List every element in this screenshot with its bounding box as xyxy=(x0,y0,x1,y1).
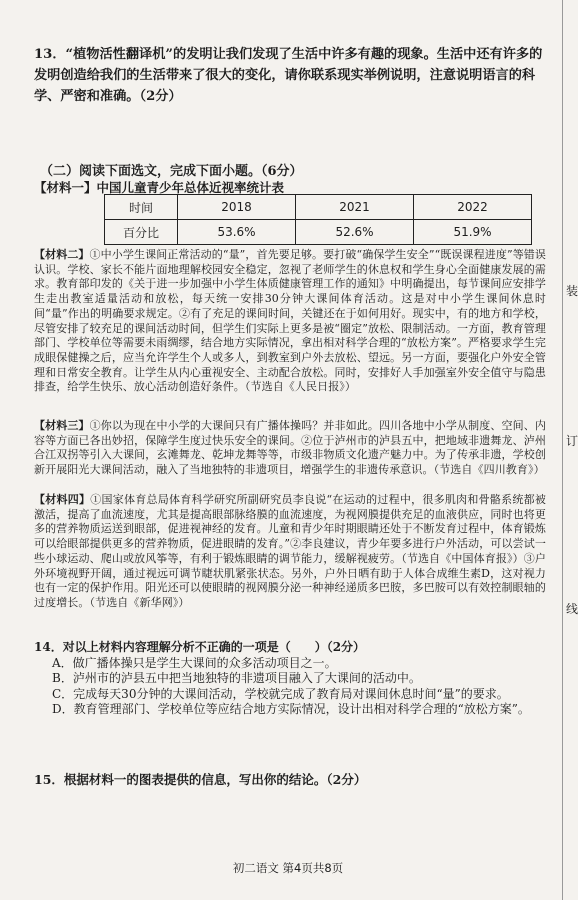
question-14 xyxy=(34,640,546,718)
option-b: B．泸州市的泸县五中把当地独特的非遗项目融入了大课间的活动中。 xyxy=(52,671,421,685)
material-2-text: ①中小学生课间正常活动的“量”，首先要足够。要打破“确保学生安全”“既误课程进度”等错误认识。学校、家长不能片面地理解校园安全稳定，忽视了老师学生的休息权和学生身心全面健康发展的需求。教育部印发的《关于进一步加强中小学生体质健康管理工作的通知》中明确提出，每节课间应安排学生走出教室适量活动和放松，每天统一安排30分钟大课间体育活动。这是对中小学生课间休息时间“量”作出的明确要求规定。②有了充足的课间时间，关键还在于如何用好。现实中，有的地方和学校，尽管安排了较充足的课间活动时间，但学生们实际上更多是被“圈定”放松、限制活动。一方面，教育管理部门、学校单位等需要未雨绸缪，结合地方实际情况，拿出相对科学合理的“放松方案”。严格要求学生完成眼保健操之后，应当允许学生个人或多人，到教室到户外去放松、望远。另一方面，要强化户外安全管理和日常安全教育。让学生从内心重视安全、主动配合放松。同时，安排好人手加强室外安全值守与隐患排查，给学生快乐、放心活动创造好条件。（节选自《人民日报》） xyxy=(34,248,547,394)
option-a: A．做广播体操只是学生大课间的众多活动项目之一。 xyxy=(52,655,337,670)
table-cell: 51.9% xyxy=(414,220,532,245)
table-header-cell: 2022 xyxy=(414,195,532,220)
material-1-label: 【材料一】中国儿童青少年总体近视率统计表 xyxy=(34,180,285,195)
question-15: 15．根据材料一的图表提供的信息，写出你的结论。（2分） xyxy=(34,772,367,787)
question-13: 13．“植物活性翻译机”的发明让我们发现了生活中许多有趣的现象。生活中还有许多的发明创造给我们的生活带来了很大的变化，请你联系现实举例说明，注意说明语言的科学、严密和准确。（2分） xyxy=(34,47,543,104)
material-3 xyxy=(34,419,546,478)
material-4-label: 【材料四】 xyxy=(34,493,91,506)
table-cell: 百分比 xyxy=(105,220,178,245)
material-4-text: ①国家体育总局体育科学研究所副研究员李良说“在运动的过程中，很多肌肉和骨骼系统都被激活，提高了血流速度，尤其是提高眼部脉络膜的血流速度，为视网膜提供充足的血液供应，同时也将更多的营养物质运送到眼部，促进视神经的发育。儿童和青少年时期眼睛还处于不断发育过程中，体育锻炼可以给眼部提供更多的营养物质，促进眼睛的发育。”②李良建议，青少年要多进行户外活动，可以尝试一些小球运动、爬山或放风筝等，有利于锻炼眼睛的调节能力，缓解视疲劳。（节选自《中国体育报》）③户外环境视野开阔，通过视远可调节睫状肌紧张状态。另外，户外日晒有助于人体合成维生素D，这对视力也有一定的保护作用。阳光还可以使眼睛的视网膜分泌一种神经递质多巴胺，多巴胺可以有效控制眼轴的过度增长。（节选自《新华网》） xyxy=(34,493,546,609)
question-14-stem: 14．对以上材料内容理解分析不正确的一项是（ ）（2分） xyxy=(34,640,366,654)
material-3-label: 【材料三】 xyxy=(34,419,90,432)
page-footer: 初二语文 第4页共8页 xyxy=(232,861,344,875)
material-2 xyxy=(34,248,546,395)
table-header-cell: 时间 xyxy=(105,195,178,220)
option-d: D．教育管理部门、学校单位等应结合地方实际情况，设计出相对科学合理的“放松方案”。 xyxy=(52,702,530,716)
option-c: C．完成每天30分钟的大课间活动，学校就完成了教育局对课间休息时间“量”的要求。 xyxy=(52,686,509,701)
table-header-cell: 2021 xyxy=(296,195,414,220)
material-2-label: 【材料二】 xyxy=(34,248,90,261)
table-cell: 52.6% xyxy=(296,220,414,245)
table-header-row xyxy=(105,195,532,220)
table-header-cell: 2018 xyxy=(178,195,296,220)
myopia-rate-table xyxy=(104,194,532,245)
binding-char: 线 xyxy=(566,602,578,616)
binding-char: 订 xyxy=(566,434,578,448)
table-cell: 53.6% xyxy=(178,220,296,245)
binding-char: 装 xyxy=(566,284,578,298)
material-3-text: ①你以为现在中小学的大课间只有广播体操吗？并非如此。四川各地中小学从制度、空间、内容等方面已各出妙招，保障学生度过快乐安全的课间。②位于泸州市的泸县五中，把地域非遗舞龙、泸州合江双拐等引入大课间，玄滩舞龙、乾坤龙舞等等，市级非物质文化遗产魅力中。为了传承非遗，学校创新开展阳光大课间活动，融入了当地独特的非遗项目，增强学生的非遗传承意识。（节选自《四川教育》） xyxy=(34,419,546,477)
section-title: （二）阅读下面选文，完成下面小题。（6分） xyxy=(40,164,303,179)
binding-line xyxy=(562,0,563,900)
table-row xyxy=(105,220,532,245)
material-4 xyxy=(34,493,546,611)
